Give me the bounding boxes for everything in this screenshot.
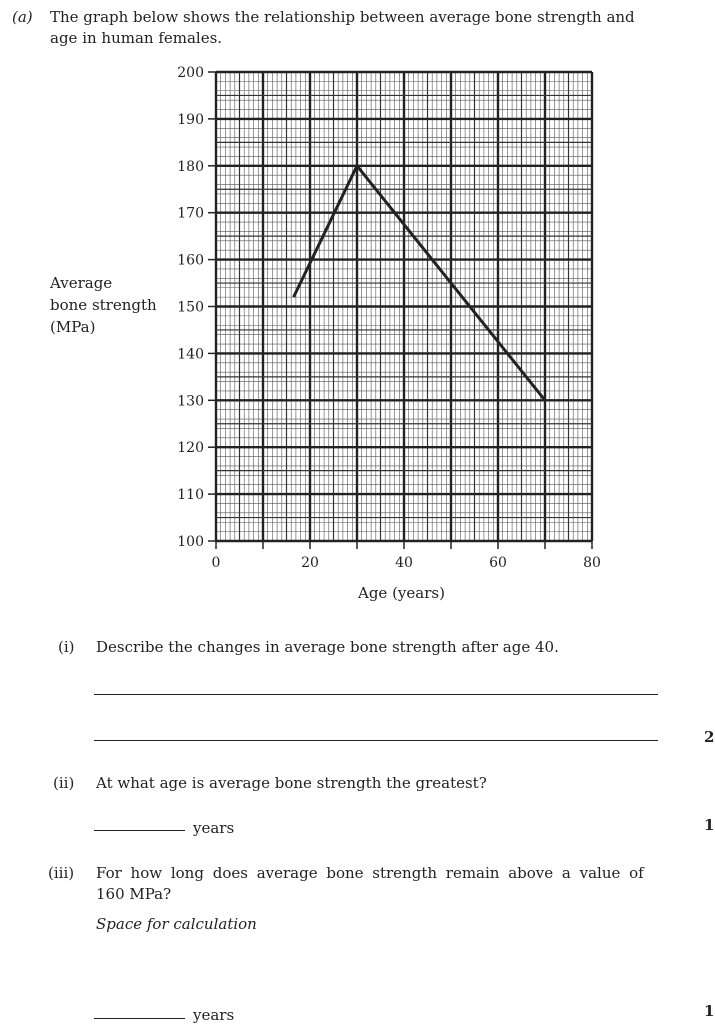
y-tick-label: 180 [177, 158, 204, 175]
part-iii-label: (iii) [48, 864, 75, 882]
y-tick-label: 200 [177, 65, 204, 81]
part-label: (a) [12, 8, 33, 26]
part-i-answer-line-1[interactable] [94, 694, 658, 695]
part-ii-marks: 1 [704, 816, 715, 834]
y-tick-label: 120 [177, 440, 204, 457]
x-tick-label: 40 [395, 555, 413, 571]
y-axis-label-line-2: bone strength [50, 296, 157, 314]
intro-line-2: age in human females. [50, 29, 223, 47]
part-ii-label: (ii) [53, 774, 75, 792]
y-axis-label-line-3: (MPa) [50, 318, 96, 336]
x-tick-label: 60 [489, 555, 507, 571]
y-tick-label: 140 [177, 346, 204, 363]
part-iii-marks: 1 [704, 1002, 715, 1020]
part-iii-unit: years [193, 1006, 235, 1024]
part-ii-text: At what age is average bone strength the greatest? [96, 774, 487, 792]
y-tick-label: 130 [177, 393, 204, 410]
part-i-answer-line-2[interactable] [94, 740, 658, 741]
x-axis-label: Age (years) [358, 584, 445, 602]
intro-line-1: The graph below shows the relationship between average bone strength and [50, 8, 635, 26]
major-grid [216, 72, 592, 541]
y-tick-label: 190 [177, 111, 204, 128]
y-axis-label-line-1: Average [50, 274, 113, 292]
x-tick-label: 0 [211, 555, 221, 571]
part-iii-text-line-2: 160 MPa? [96, 885, 172, 903]
y-tick-label: 110 [177, 487, 204, 504]
y-tick-label: 150 [177, 299, 204, 316]
axis-ticks [208, 72, 592, 549]
y-tick-label: 170 [177, 205, 204, 222]
part-i-text: Describe the changes in average bone strength after age 40. [96, 638, 559, 656]
calculation-space-label: Space for calculation [96, 915, 257, 933]
part-iii-answer-line[interactable] [94, 1018, 185, 1019]
y-tick-label: 160 [177, 252, 204, 269]
part-ii-answer-line[interactable] [94, 830, 185, 831]
part-ii-unit: years [193, 819, 235, 837]
part-i-marks: 2 [704, 728, 715, 746]
y-tick-label: 100 [177, 534, 204, 550]
part-iii-text-line-1: For how long does average bone strength remain above a value of [96, 864, 644, 882]
x-tick-label: 80 [583, 555, 601, 571]
part-i-label: (i) [58, 638, 75, 656]
x-tick-label: 20 [301, 555, 319, 571]
